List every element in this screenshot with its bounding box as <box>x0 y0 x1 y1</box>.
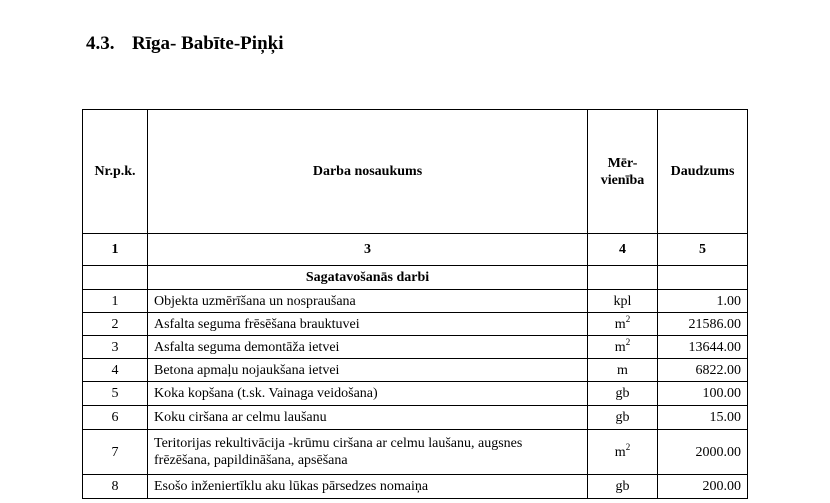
row-name: Asfalta seguma demontāža ietvei <box>148 336 588 359</box>
row-unit: $m^2$ <box>588 430 658 475</box>
row-unit: kpl <box>588 290 658 313</box>
column-index: 5 <box>658 234 748 266</box>
section-title-cell: Sagatavošanās darbi <box>148 266 588 290</box>
row-nr: 1 <box>83 290 148 313</box>
section-number: 4.3. <box>86 33 115 54</box>
works-table <box>82 109 748 499</box>
row-nr: 8 <box>83 475 148 499</box>
row-nr: 5 <box>83 382 148 406</box>
row-name: Betona apmaļu nojaukšana ietvei <box>148 359 588 382</box>
row-qty: 200.00 <box>658 475 748 499</box>
table-row <box>83 406 748 430</box>
row-qty: 1.00 <box>658 290 748 313</box>
table-row <box>83 475 748 499</box>
header-name: Darba nosaukums <box>148 110 588 234</box>
row-nr: 3 <box>83 336 148 359</box>
row-unit: gb <box>588 382 658 406</box>
column-index-row <box>83 234 748 266</box>
row-unit: m <box>588 359 658 382</box>
table-row <box>83 382 748 406</box>
column-index: 4 <box>588 234 658 266</box>
row-name: Koku ciršana ar celmu laušanu <box>148 406 588 430</box>
row-nr: 6 <box>83 406 148 430</box>
row-qty: 15.00 <box>658 406 748 430</box>
row-qty: 100.00 <box>658 382 748 406</box>
row-name: Objekta uzmērīšana un nospraušana <box>148 290 588 313</box>
row-qty: 13644.00 <box>658 336 748 359</box>
table-row <box>83 359 748 382</box>
table-row <box>83 290 748 313</box>
table-row <box>83 336 748 359</box>
section-title: Rīga- Babīte-Piņķi <box>132 33 284 54</box>
row-nr: 4 <box>83 359 148 382</box>
header-qty: Daudzums <box>658 110 748 234</box>
row-nr: 7 <box>83 430 148 475</box>
row-name: Esošo inženiertīklu aku lūkas pārsedzes nomaiņa <box>148 475 588 499</box>
section-heading <box>86 33 283 55</box>
row-qty: 2000.00 <box>658 430 748 475</box>
header-unit <box>588 110 658 234</box>
table-row <box>83 313 748 336</box>
column-index: 3 <box>148 234 588 266</box>
table-row <box>83 430 748 475</box>
row-unit: gb <box>588 475 658 499</box>
row-unit: $m^2$ <box>588 336 658 359</box>
header-unit-line1: Mēr- <box>607 155 638 171</box>
row-name-line2: frēzēšana, papildināšana, apsēšana <box>154 453 348 468</box>
row-name: Asfalta seguma frēsēšana brauktuvei <box>148 313 588 336</box>
header-nr: Nr.p.k. <box>83 110 148 234</box>
row-qty: 6822.00 <box>658 359 748 382</box>
section-row <box>83 266 748 290</box>
row-name-line1: Teritorijas rekultivācija -krūmu ciršana ar celmu laušanu, augsnes <box>154 436 523 451</box>
row-unit: $m^2$ <box>588 313 658 336</box>
section-empty-cell <box>658 266 748 290</box>
header-unit-line2: vienība <box>600 172 645 188</box>
section-empty-cell <box>588 266 658 290</box>
row-nr: 2 <box>83 313 148 336</box>
section-empty-cell <box>83 266 148 290</box>
row-name <box>148 430 588 475</box>
row-qty: 21586.00 <box>658 313 748 336</box>
column-index: 1 <box>83 234 148 266</box>
row-unit: gb <box>588 406 658 430</box>
table-header-row <box>83 110 748 234</box>
row-name: Koka kopšana (t.sk. Vainaga veidošana) <box>148 382 588 406</box>
